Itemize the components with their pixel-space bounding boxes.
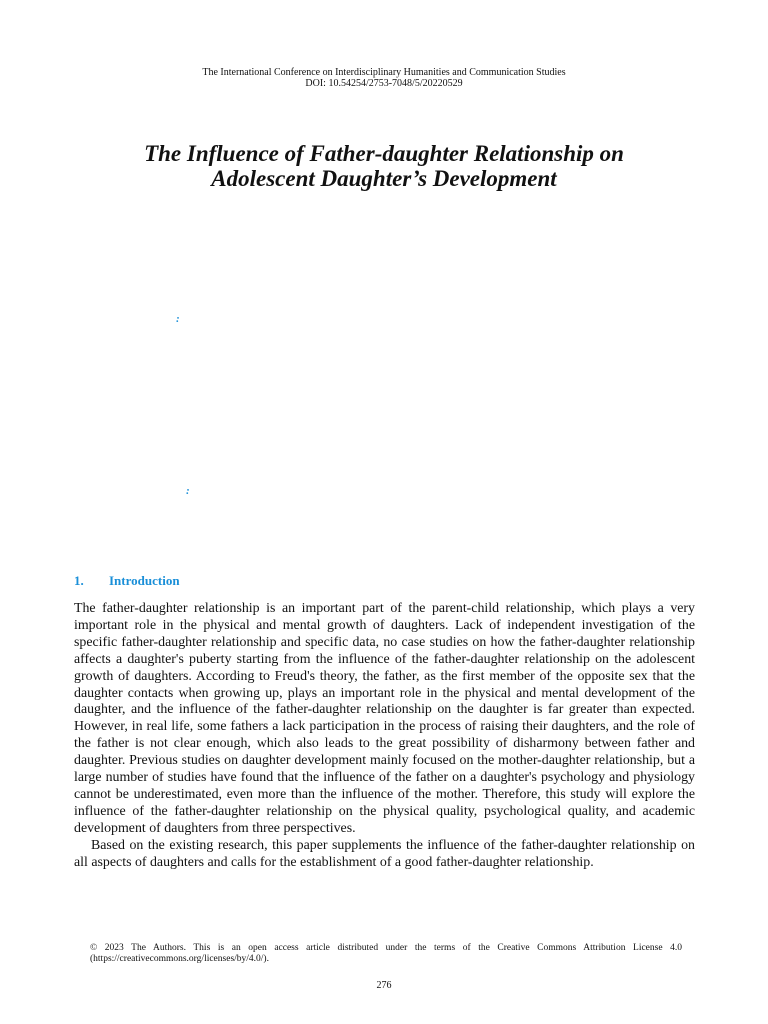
body-text xyxy=(74,601,695,872)
section-heading-introduction xyxy=(74,573,180,589)
section-number: 1. xyxy=(74,573,84,588)
title-line-1: The Influence of Father-daughter Relationship on xyxy=(144,141,624,166)
license-footnote: © 2023 The Authors. This is an open access article distributed under the terms of the Creative Commons Attribution License 4.0 (https://creativecommons.org/licenses/by/4.0/). xyxy=(90,943,682,964)
running-header xyxy=(0,67,768,89)
paper-title xyxy=(60,141,708,191)
conference-name: The International Conference on Interdisciplinary Humanities and Communication Studies xyxy=(202,67,566,78)
paragraph-2: Based on the existing research, this paper supplements the influence of the father-daughter relationship on all aspects of daughters and calls for the establishment of a good father-daughter relationship. xyxy=(74,837,695,870)
title-line-2: Adolescent Daughter’s Development xyxy=(211,166,557,191)
section-title: Introduction xyxy=(109,573,180,588)
page-number: 276 xyxy=(376,980,392,991)
doi: DOI: 10.54254/2753-7048/5/20220529 xyxy=(305,78,463,89)
keywords-mark: : xyxy=(186,485,190,497)
paragraph-1: The father-daughter relationship is an important part of the parent-child relationship, which plays a very important role in the physical and mental growth of daughters. Lack of independent investigation of the specific father-daughter relationship and specific data, no case studies on how the father-daughter relationship affects a daughter's puberty starting from the influence of the father-daughter relationship on the adolescent growth of daughters. According to Freud's theory, the father, as the first member of the opposite sex that the daughter contacts when growing up, plays an important role in the physical and mental development of the daughter, and the influence of the father-daughter relationship on the daughter is far greater than expected. However, in real life, some fathers a lack participation in the process of raising their daughters, and the role of the father is not clear enough, which also leads to the great possibility of disharmony between father and daughter. Previous studies on daughter development mainly focused on the mother-daughter relationship, but a large number of studies have found that the influence of the father on a daughter's psychology and physiology cannot be underestimated, even more than the influence of the mother. Therefore, this study will explore the influence of the father-daughter relationship on the physical quality, psychological quality, and academic development of daughters from three perspectives. xyxy=(74,601,695,836)
author-affiliation-mark: : xyxy=(176,313,180,325)
